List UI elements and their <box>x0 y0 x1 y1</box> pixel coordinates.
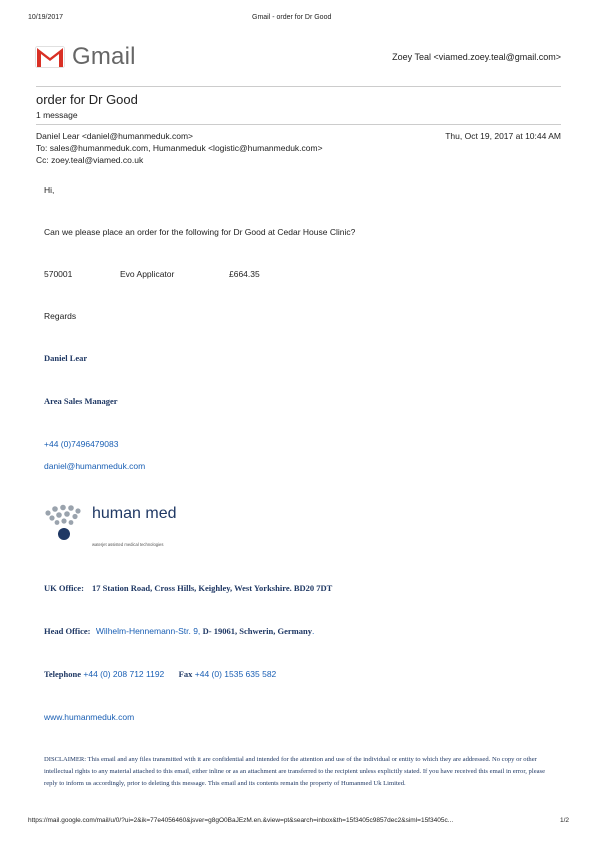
head-office-label: Head Office <box>44 626 88 636</box>
uk-office-label: UK Office <box>44 583 82 593</box>
message-from: Daniel Lear <daniel@humanmeduk.com> <box>36 131 193 141</box>
head-office-line <box>44 626 314 636</box>
signature-phone-link[interactable]: +44 (0)7496479083 <box>44 439 119 449</box>
print-title: Gmail - order for Dr Good <box>252 14 332 21</box>
greeting: Hi, <box>44 185 55 195</box>
uk-office-line <box>44 583 332 593</box>
telephone-label: Telephone <box>44 669 82 679</box>
message-count: 1 message <box>36 110 78 120</box>
head-office-colon: : <box>87 626 91 636</box>
head-office-street: Wilhelm-Hennemann-Str. 9, <box>95 626 201 636</box>
fax-value[interactable]: +44 (0) 1535 635 582 <box>194 669 277 679</box>
signature-name: Daniel Lear <box>44 353 88 363</box>
order-code: 570001 <box>44 269 73 279</box>
account-label: Zoey Teal <viamed.zoey.teal@gmail.com> <box>392 52 561 62</box>
human-med-tagline: waterjet assisted medical technologies <box>92 542 164 547</box>
human-med-logo-icon <box>44 504 92 542</box>
message-to: To: sales@humanmeduk.com, Humanmeduk <logistic@humanmeduk.com> <box>36 143 323 153</box>
thread-subject: order for Dr Good <box>36 92 138 107</box>
message-date: Thu, Oct 19, 2017 at 10:44 AM <box>445 131 561 141</box>
gmail-logo-icon <box>35 46 65 68</box>
print-url: https://mail.google.com/mail/u/0/?ui=2&ik=77e4056460&jsver=g8gO0BaJEzM.en.&view=pt&search=inbox&th=15f3405c9857dec2&siml=15f3405c... <box>28 817 454 824</box>
order-request: Can we please place an order for the following for Dr Good at Cedar House Clinic? <box>44 227 356 237</box>
head-office-city: D- 19061, Schwerin, Germany <box>202 626 312 636</box>
order-product: Evo Applicator <box>120 269 175 279</box>
print-page-number: 1/2 <box>559 817 569 824</box>
signature-email-link[interactable]: daniel@humanmeduk.com <box>44 461 146 471</box>
contact-line <box>44 669 276 679</box>
website-link[interactable]: www.humanmeduk.com <box>44 712 135 722</box>
signature-role: Area Sales Manager <box>44 396 118 406</box>
uk-office-colon: : <box>81 583 84 593</box>
uk-office-address: 17 Station Road, Cross Hills, Keighley, West Yorkshire. BD20 7DT <box>92 583 333 593</box>
print-date: 10/19/2017 <box>28 14 64 21</box>
disclaimer: DISCLAIMER: This email and any files transmitted with it are confidential and intended for the attention and use of the individual or entity to which they are addressed. No copy or other intellectual rights to any material attached to this email, either inline or as an attachment are transferred to the recipient unless explicitly stated. If you have received this email in error, please reply to inform us accordingly, prior to deleting this message. This email and its contents remain the property of Humanmed Uk Limited. <box>44 756 546 787</box>
head-office-end: . <box>311 626 315 636</box>
divider-message <box>36 124 561 125</box>
human-med-logo-text: human med <box>92 505 177 522</box>
divider-top <box>36 86 561 87</box>
order-price: £664.35 <box>229 269 260 279</box>
telephone-value[interactable]: +44 (0) 208 712 1192 <box>83 669 165 679</box>
closing: Regards <box>44 311 77 321</box>
gmail-wordmark: Gmail <box>72 43 136 70</box>
fax-label: Fax <box>178 669 193 679</box>
message-cc: Cc: zoey.teal@viamed.co.uk <box>36 155 144 165</box>
